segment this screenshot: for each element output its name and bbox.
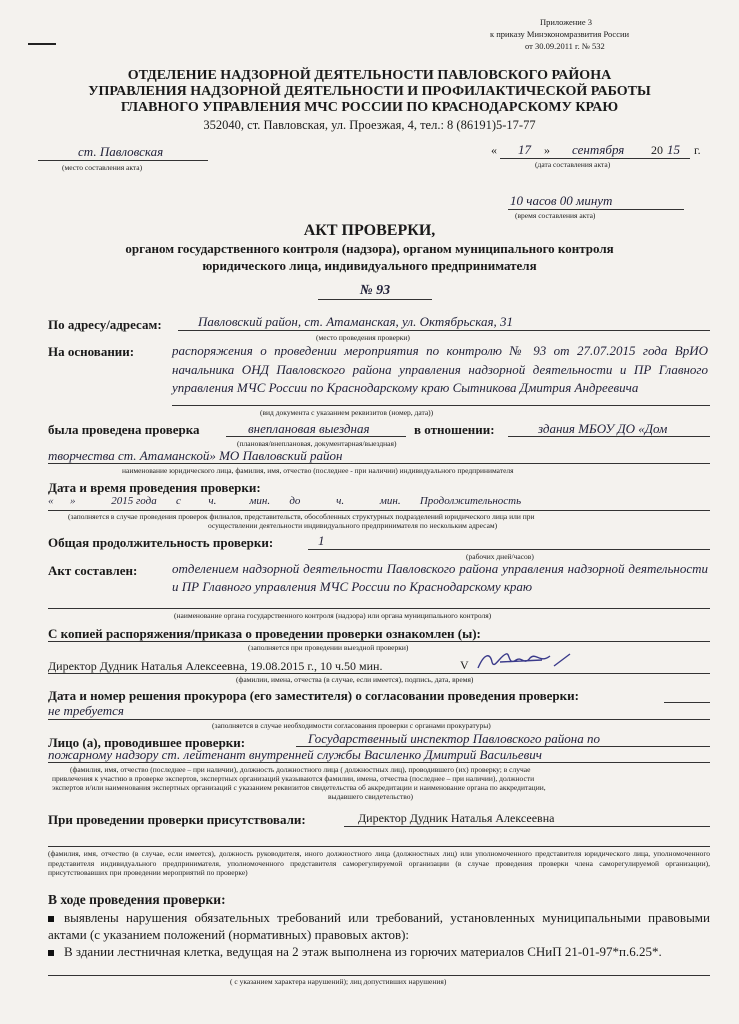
present-caption: (фамилия, имя, отчество (в случае, если имеется), должность руководителя, иного должностного лица (должностных лиц) или уполномоченного представителя юридического лица, уполномоченного представителя индивидуального предпринимателя, уполномоченного представителя саморегулируемой организации (в случае проведения проверки члена саморегулируемой организации), присутствовавших при проведении мероприятий по проверке) [48,849,710,877]
act-number: № 93 [359,283,391,298]
address-value: Павловский район, ст. Атаманская, ул. Октябрьская, 31 [198,314,514,329]
compiled-caption: (наименование органа государственного контроля (надзора) или органа муниципального контроля) [174,611,492,620]
annex-line-1: Приложение 3 [540,17,592,27]
date-year: 15 [667,142,680,157]
time-caption: (время составления акта) [515,211,596,220]
present-label: При проведении проверки присутствовали: [48,812,306,827]
inspector-caption-2: привлечения к участию в проверке экспертов, экспертных организаций указываются фамилии, имена, отчества (последнее – при наличии), должности [52,774,535,783]
findings-label: В ходе проведения проверки: [48,892,226,907]
duration-caption: (рабочих дней/часов) [466,552,534,561]
bullet-icon [48,950,54,956]
basis-caption: (вид документа с указанием реквизитов (номер, дата)) [260,408,434,417]
datetime-caption-1: (заполняется в случае проведения проверок филиалов, представительств, обособленных структурных подразделений юридического лица или при [68,512,535,521]
datetime-caption-2: осуществлении деятельности индивидуального предпринимателя по нескольким адресам) [208,521,498,530]
copy-label: С копией распоряжения/приказа о проведении проверки ознакомлен (ы): [48,626,481,641]
act-subtitle-2: юридического лица, индивидуального предпринимателя [202,258,537,273]
type-caption: (плановая/внеплановая, документарная/выездная) [237,439,397,448]
date-month: сентября [572,142,625,157]
check-type: внеплановая выездная [248,421,370,436]
time-value: 10 часов 00 минут [510,193,613,208]
check-label: была проведена проверка [48,422,200,437]
act-title: АКТ ПРОВЕРКИ, [303,222,436,239]
findings-item-1: выявлены нарушения обязательных требований или требований, установленных муниципальными правовыми актами (с указанием положений (нормативных) правовых актов): [48,910,710,942]
inspector-label: Лицо (а), проводившее проверки: [48,735,246,750]
datetime-label: Дата и время проведения проверки: [48,480,261,495]
header-org-3: ГЛАВНОГО УПРАВЛЕНИЯ МЧС РОССИИ ПО КРАСНОДАРСКОМУ КРАЮ [120,100,619,115]
copy-caption-2: (фамилии, имена, отчества (в случае, если имеется), подпись, дата, время) [236,675,474,684]
duration-value: 1 [318,533,325,548]
header-org-2: УПРАВЛЕНИЯ НАДЗОРНОЙ ДЕЯТЕЛЬНОСТИ И ПРОФИЛАКТИЧЕСКОЙ РАБОТЫ [88,84,651,99]
copy-mark: V [460,658,469,672]
place-value: ст. Павловская [78,144,164,159]
inspector-caption-1: (фамилия, имя, отчество (последнее – при наличии), должность должностного лица ( должностных лиц), проводившего (их) проверку; в случае [70,765,531,774]
basis-text: распоряжения о проведении мероприятия по контролю № 93 от 27.07.2015 года ВрИО начальника ОНД Павловского района управления надзорной деятельности и ПР Главного управления МЧС России по Краснодарскому краю Сытникова Дмитрия Андреевича [172,343,708,395]
present-value: Директор Дудник Наталья Алексеевна [358,811,555,825]
act-subtitle-1: органом государственного контроля (надзора), органом муниципального контроля [125,241,614,256]
address-caption: (место проведения проверки) [316,333,410,342]
prosecutor-label: Дата и номер решения прокурора (его заместителя) о согласовании проведения проверки: [48,688,579,703]
date-day: 17 [518,142,531,157]
inspector-value-2: пожарному надзору ст. лейтенант внутренней службы Василенко Дмитрий Васильевич [48,747,542,762]
header-org-1: ОТДЕЛЕНИЕ НАДЗОРНОЙ ДЕЯТЕЛЬНОСТИ ПАВЛОВСКОГО РАЙОНА [127,68,612,83]
relation-label: в отношении: [414,422,495,437]
compiled-text: отделением надзорной деятельности Павловского района управления надзорной деятельности и ПР Главного управления МЧС России по Краснодарскому краю [172,561,708,594]
signature-image [470,648,574,674]
subject-caption: наименование юридического лица, фамилия, имя, отчество (последнее - при наличии) индивидуального предпринимателя [122,466,514,475]
address-label: По адресу/адресам: [48,317,162,332]
prosecutor-caption: (заполняется в случае необходимости согласования проверки с органами прокуратуры) [212,721,491,730]
subject-part-2: творчества ст. Атаманской» МО Павловский район [48,448,343,463]
datetime-row: « » 2015 года с ч. мин. до ч. мин. Продолжительность [48,495,522,507]
inspector-value-1: Государственный инспектор Павловского района по [308,731,600,746]
findings-caption: ( с указанием характера нарушений); лиц допустивших нарушения) [230,977,447,986]
copy-caption-1: (заполняется при проведении выездной проверки) [248,643,409,652]
annex-line-3: от 30.09.2011 г. № 532 [525,41,605,51]
date-caption: (дата составления акта) [535,160,611,169]
findings-item-2: В здании лестничная клетка, ведущая на 2 этаж выполнена из горючих материалов СНиП 21-01-97*п.6.25*. [48,943,710,960]
place-caption: (место составления акта) [62,163,143,172]
copy-value: Директор Дудник Наталья Алексеевна, 19.08.2015 г., 10 ч.50 мин. [48,659,383,673]
bullet-icon [48,916,54,922]
prosecutor-value: не требуется [48,703,124,718]
inspector-caption-3: экспертов и/или наименования экспертных организаций с указанием реквизитов свидетельства об аккредитации и наименование органа по аккредитации, [52,783,546,792]
basis-label: На основании: [48,344,135,359]
stray-mark [28,43,56,45]
annex-line-2: к приказу Минэкономразвития России [490,29,630,39]
duration-label: Общая продолжительность проверки: [48,535,274,550]
compiled-label: Акт составлен: [48,563,138,578]
inspector-caption-4: выдавшего свидетельство) [328,792,414,801]
subject-part-1: здания МБОУ ДО «Дом [538,421,668,436]
header-address: 352040, ст. Павловская, ул. Проезжая, 4, тел.: 8 (86191)5-17-77 [203,118,536,132]
